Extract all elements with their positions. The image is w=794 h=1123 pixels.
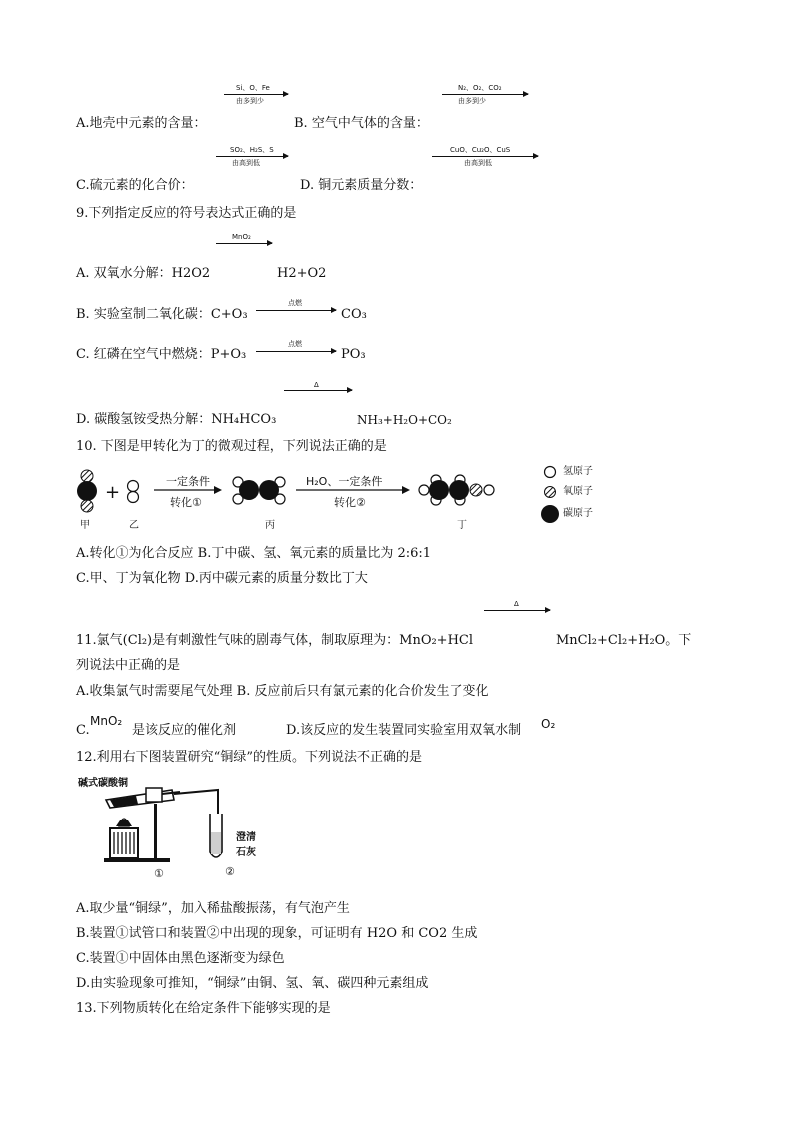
q9-option-c-left: C. 红磷在空气中燃烧：P+O₃: [76, 347, 247, 362]
q11-options-ab: A.收集氯气时需要尾气处理 B. 反应前后只有氯元素的化合价发生了变化: [76, 684, 489, 699]
arrow-d: [432, 156, 538, 157]
q11-option-d-text: D.该反应的发生装置同实验室用双氧水制: [286, 723, 522, 738]
arrow-c-top: SO₂、H₂S、S: [230, 146, 274, 154]
q8-option-b: B. 空气中气体的含量：: [294, 116, 429, 131]
arrow-b-top: N₂、O₂、CO₂: [458, 84, 502, 92]
q9-option-b-cond: 点燃: [288, 299, 302, 307]
cond1-top: 一定条件: [166, 475, 210, 488]
legend-o-circle: [545, 487, 556, 498]
q11-option-c-prefix: C.: [76, 723, 90, 738]
ding-c1: [429, 480, 449, 500]
jia-o-bottom: [81, 500, 93, 512]
q11-option-c-text: 是该反应的催化剂: [132, 723, 237, 738]
q9-option-d-left: D. 碳酸氢铵受热分解：NH₄HCO₃: [76, 412, 277, 427]
fig-label-clear: 澄清: [236, 832, 256, 843]
q8-option-a: A.地壳中元素的含量：: [76, 116, 207, 131]
jia-o-top: [81, 470, 93, 482]
q12-option-b: B.装置①试管口和装置②中出现的现象，可证明有 H2O 和 CO2 生成: [76, 926, 478, 941]
arrow-c: [216, 156, 288, 157]
q10-options-ab: A.转化①为化合反应 B.丁中碳、氢、氧元素的质量比为 2:6:1: [76, 546, 432, 561]
q9-arrow-a: [216, 243, 272, 244]
legend-o-label: 氧原子: [563, 486, 593, 497]
legend-c-label: 碳原子: [563, 508, 593, 519]
yi-h-top: [128, 481, 139, 492]
fig-label-basic-copper: 碱式碳酸铜: [78, 778, 128, 789]
q9-option-b-left: B. 实验室制二氧化碳：C+O₃: [76, 307, 248, 322]
q12-apparatus-diagram: [76, 774, 266, 886]
arrow-c-bottom: 由高到低: [232, 159, 260, 167]
legend-h-circle: [545, 467, 556, 478]
label-bing: 丙: [265, 520, 275, 531]
q9-option-a-right: H2+O2: [277, 266, 327, 281]
cond1-bottom: 转化①: [170, 496, 202, 509]
q9-arrow-b: [256, 310, 336, 311]
q11-heat: Δ: [514, 600, 519, 608]
arrow-b: [442, 94, 528, 95]
q9-option-d-right: NH₃+H₂O+CO₂: [357, 413, 452, 427]
q9-option-c-right: PO₃: [341, 347, 366, 362]
q9-heat: Δ: [314, 381, 319, 389]
q11-option-c-formula: MnO₂: [90, 714, 123, 728]
q11-stem-2: 列说法中正确的是: [76, 658, 181, 673]
yi-h-bottom: [128, 492, 139, 503]
q12-option-a: A.取少量“铜绿”，加入稀盐酸振荡，有气泡产生: [76, 901, 350, 916]
q9-option-c-cond: 点燃: [288, 340, 302, 348]
cond2-bottom: 转化②: [334, 496, 366, 509]
bing-c2: [259, 480, 279, 500]
fig-num-2: ②: [225, 865, 235, 878]
q11-stem-right: MnCl₂+Cl₂+H₂O。下: [556, 633, 692, 648]
ding-c2: [449, 480, 469, 500]
q13-stem: 13.下列物质转化在给定条件下能够实现的是: [76, 1001, 331, 1016]
q9-stem: 9.下列指定反应的符号表达式正确的是: [76, 206, 297, 221]
legend-c-circle: [541, 505, 559, 523]
q12-option-d: D.由实验现象可推知，“铜绿”由铜、氢、氧、碳四种元素组成: [76, 976, 429, 991]
arrow-a-bottom: 由多到少: [236, 97, 264, 105]
arrow-d-top: CuO、Cu₂O、CuS: [450, 146, 511, 154]
q9-catalyst: MnO₂: [232, 233, 251, 241]
q9-option-a-left: A. 双氧水分解：H2O2: [76, 266, 211, 281]
q10-options-cd: C.甲、丁为氧化物 D.丙中碳元素的质量分数比丁大: [76, 571, 368, 586]
legend-h-label: 氢原子: [563, 466, 593, 477]
q11-stem-left: 11.氯气(Cl₂)是有刺激性气味的剧毒气体，制取原理为：MnO₂+HCl: [76, 633, 474, 648]
label-ding: 丁: [457, 520, 467, 531]
label-yi: 乙: [129, 520, 139, 531]
ding-h6: [484, 485, 494, 495]
fig-num-1: ①: [154, 867, 164, 880]
jia-c: [77, 481, 97, 501]
bing-c1: [239, 480, 259, 500]
arrow-b-bottom: 由多到少: [458, 97, 486, 105]
q12-stem: 12.利用右下图装置研究“铜绿”的性质。下列说法不正确的是: [76, 750, 422, 765]
q11-arrow: [484, 610, 550, 611]
label-jia: 甲: [80, 520, 90, 531]
q11-option-d-formula: O₂: [541, 717, 556, 731]
arrow-d-bottom: 由高到低: [464, 159, 492, 167]
arrow-a: [224, 94, 288, 95]
arrow-a-top: Si、O、Fe: [236, 84, 270, 92]
ding-h1: [419, 485, 429, 495]
q12-option-c: C.装置①中固体由黑色逐渐变为绿色: [76, 951, 285, 966]
cond2-top: H₂O、一定条件: [306, 475, 383, 488]
fig-label-lime: 石灰: [236, 847, 256, 858]
q8-option-d: D. 铜元素质量分数：: [300, 178, 423, 193]
q9-arrow-c: [256, 351, 336, 352]
q10-stem: 10. 下图是甲转化为丁的微观过程，下列说法正确的是: [76, 439, 387, 454]
plus-sign: +: [105, 482, 121, 503]
ding-o: [470, 484, 482, 496]
q9-arrow-d: [284, 390, 352, 391]
q8-option-c: C.硫元素的化合价：: [76, 178, 194, 193]
q9-option-b-right: CO₃: [341, 307, 367, 322]
